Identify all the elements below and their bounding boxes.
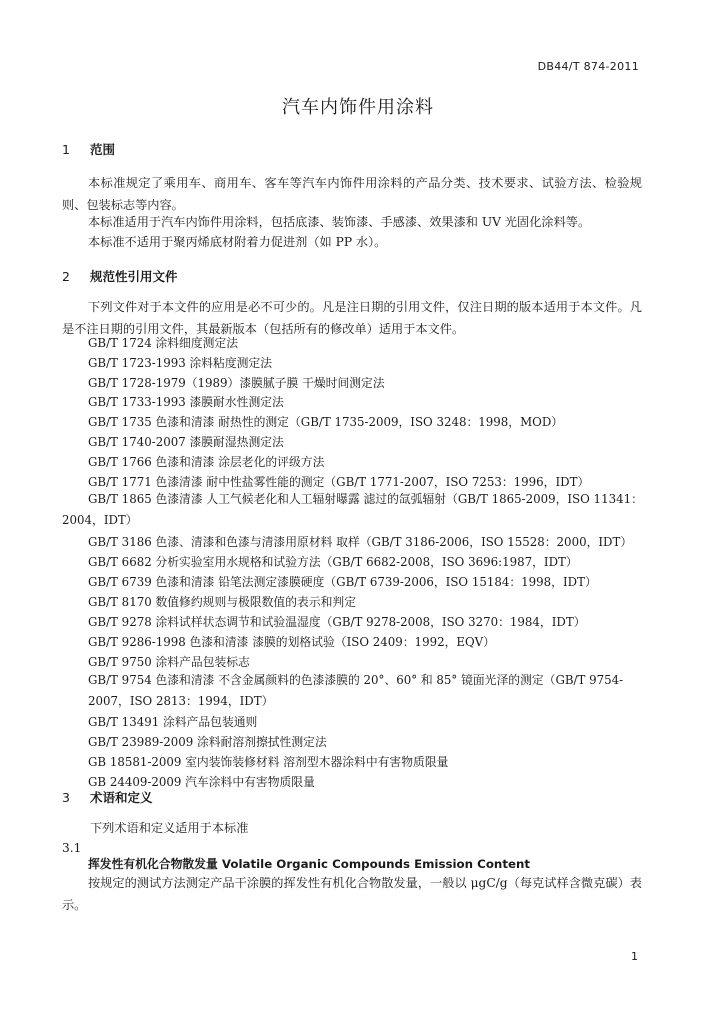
section-number: 3 <box>62 790 70 805</box>
term-number: 3.1 <box>62 841 82 855</box>
document-code: DB44/T 874-2011 <box>537 60 639 73</box>
reference-item: GB/T 1766 色漆和清漆 涂层老化的评级方法 <box>88 455 325 469</box>
document-title: 汽车内饰件用涂料 <box>282 97 434 118</box>
reference-item: GB/T 3186 色漆、清漆和色漆与清漆用原材料 取样（GB/T 3186-2006，ISO 15528：2000，IDT） <box>88 535 633 549</box>
reference-item: GB/T 9754 色漆和清漆 不含金属颜料的色漆漆膜的 20°、60° 和 85° 镜面光泽的测定（GB/T 9754-2007，ISO 2813：1994，IDT） <box>88 673 624 708</box>
reference-item: GB/T 9286-1998 色漆和清漆 漆膜的划格试验（ISO 2409：1992，EQV） <box>88 635 495 649</box>
reference-item: GB/T 6682 分析实验室用水规格和试验方法（GB/T 6682-2008，ISO 3696:1987，IDT） <box>88 555 578 569</box>
reference-item: GB/T 13491 涂料产品包装通则 <box>88 715 258 729</box>
reference-item: GB/T 1733-1993 漆膜耐水性测定法 <box>88 395 284 409</box>
reference-item: GB 24409-2009 汽车涂料中有害物质限量 <box>88 775 315 789</box>
section-title: 术语和定义 <box>90 790 153 805</box>
reference-item: GB/T 1865 色漆清漆 人工气候老化和人工辐射曝露 滤过的氙弧辐射（GB/T 1865-2009，ISO 11341：2004，IDT） <box>62 492 643 527</box>
reference-item: GB/T 9278 涂料试样状态调节和试验温湿度（GB/T 9278-2008，ISO 3270：1984，IDT） <box>88 615 586 629</box>
term-definition: 按规定的测试方法测定产品干涂膜的挥发性有机化合物散发量，一般以 μgC/g（每克试样含微克碳）表示。 <box>62 876 642 912</box>
term-title: 挥发性有机化合物散发量 Volatile Organic Compounds Emission Content <box>88 857 530 871</box>
reference-item: GB/T 1723-1993 涂料粘度测定法 <box>88 356 273 370</box>
section-1-paragraph-1: 本标准规定了乘用车、商用车、客车等汽车内饰件用涂料的产品分类、技术要求、试验方法、检验规则、包装标志等内容。 <box>62 176 642 212</box>
section-1-heading <box>62 140 115 158</box>
section-2-heading <box>62 267 178 285</box>
reference-item: GB/T 1771 色漆清漆 耐中性盐雾性能的测定（GB/T 1771-2007，ISO 7253：1996，IDT） <box>88 475 590 489</box>
reference-item: GB/T 8170 数值修约规则与极限数值的表示和判定 <box>88 595 357 609</box>
section-title: 范围 <box>90 142 116 157</box>
section-3-intro: 下列术语和定义适用于本标准 <box>90 821 249 835</box>
section-number: 2 <box>62 269 70 284</box>
reference-item: GB/T 6739 色漆和清漆 铅笔法测定漆膜硬度（GB/T 6739-2006，ISO 15184：1998，IDT） <box>88 575 597 589</box>
section-1-paragraph-2: 本标准适用于汽车内饰件用涂料，包括底漆、装饰漆、手感漆、效果漆和 UV 光固化涂料等。 <box>88 215 591 229</box>
section-1-paragraph-3: 本标准不适用于聚丙烯底材附着力促进剂（如 PP 水）。 <box>88 235 387 249</box>
reference-item: GB/T 1728-1979（1989）漆膜腻子膜 干燥时间测定法 <box>88 376 385 390</box>
reference-item: GB/T 1735 色漆和清漆 耐热性的测定（GB/T 1735-2009，ISO 3248：1998，MOD） <box>88 415 564 429</box>
reference-item: GB/T 9750 涂料产品包装标志 <box>88 655 250 669</box>
page-number: 1 <box>631 950 638 963</box>
section-title: 规范性引用文件 <box>90 269 178 284</box>
section-2-intro: 下列文件对于本文件的应用是必不可少的。凡是注日期的引用文件，仅注日期的版本适用于本文件。凡是不注日期的引用文件，其最新版本（包括所有的修改单）适用于本文件。 <box>62 300 642 336</box>
reference-item: GB/T 1724 涂料细度测定法 <box>88 336 239 350</box>
reference-item: GB 18581-2009 室内装饰装修材料 溶剂型木器涂料中有害物质限量 <box>88 755 449 769</box>
reference-item: GB/T 1740-2007 漆膜耐湿热测定法 <box>88 435 284 449</box>
section-number: 1 <box>62 142 70 157</box>
reference-item: GB/T 23989-2009 涂料耐溶剂擦拭性测定法 <box>88 735 327 749</box>
section-3-heading <box>62 788 153 806</box>
